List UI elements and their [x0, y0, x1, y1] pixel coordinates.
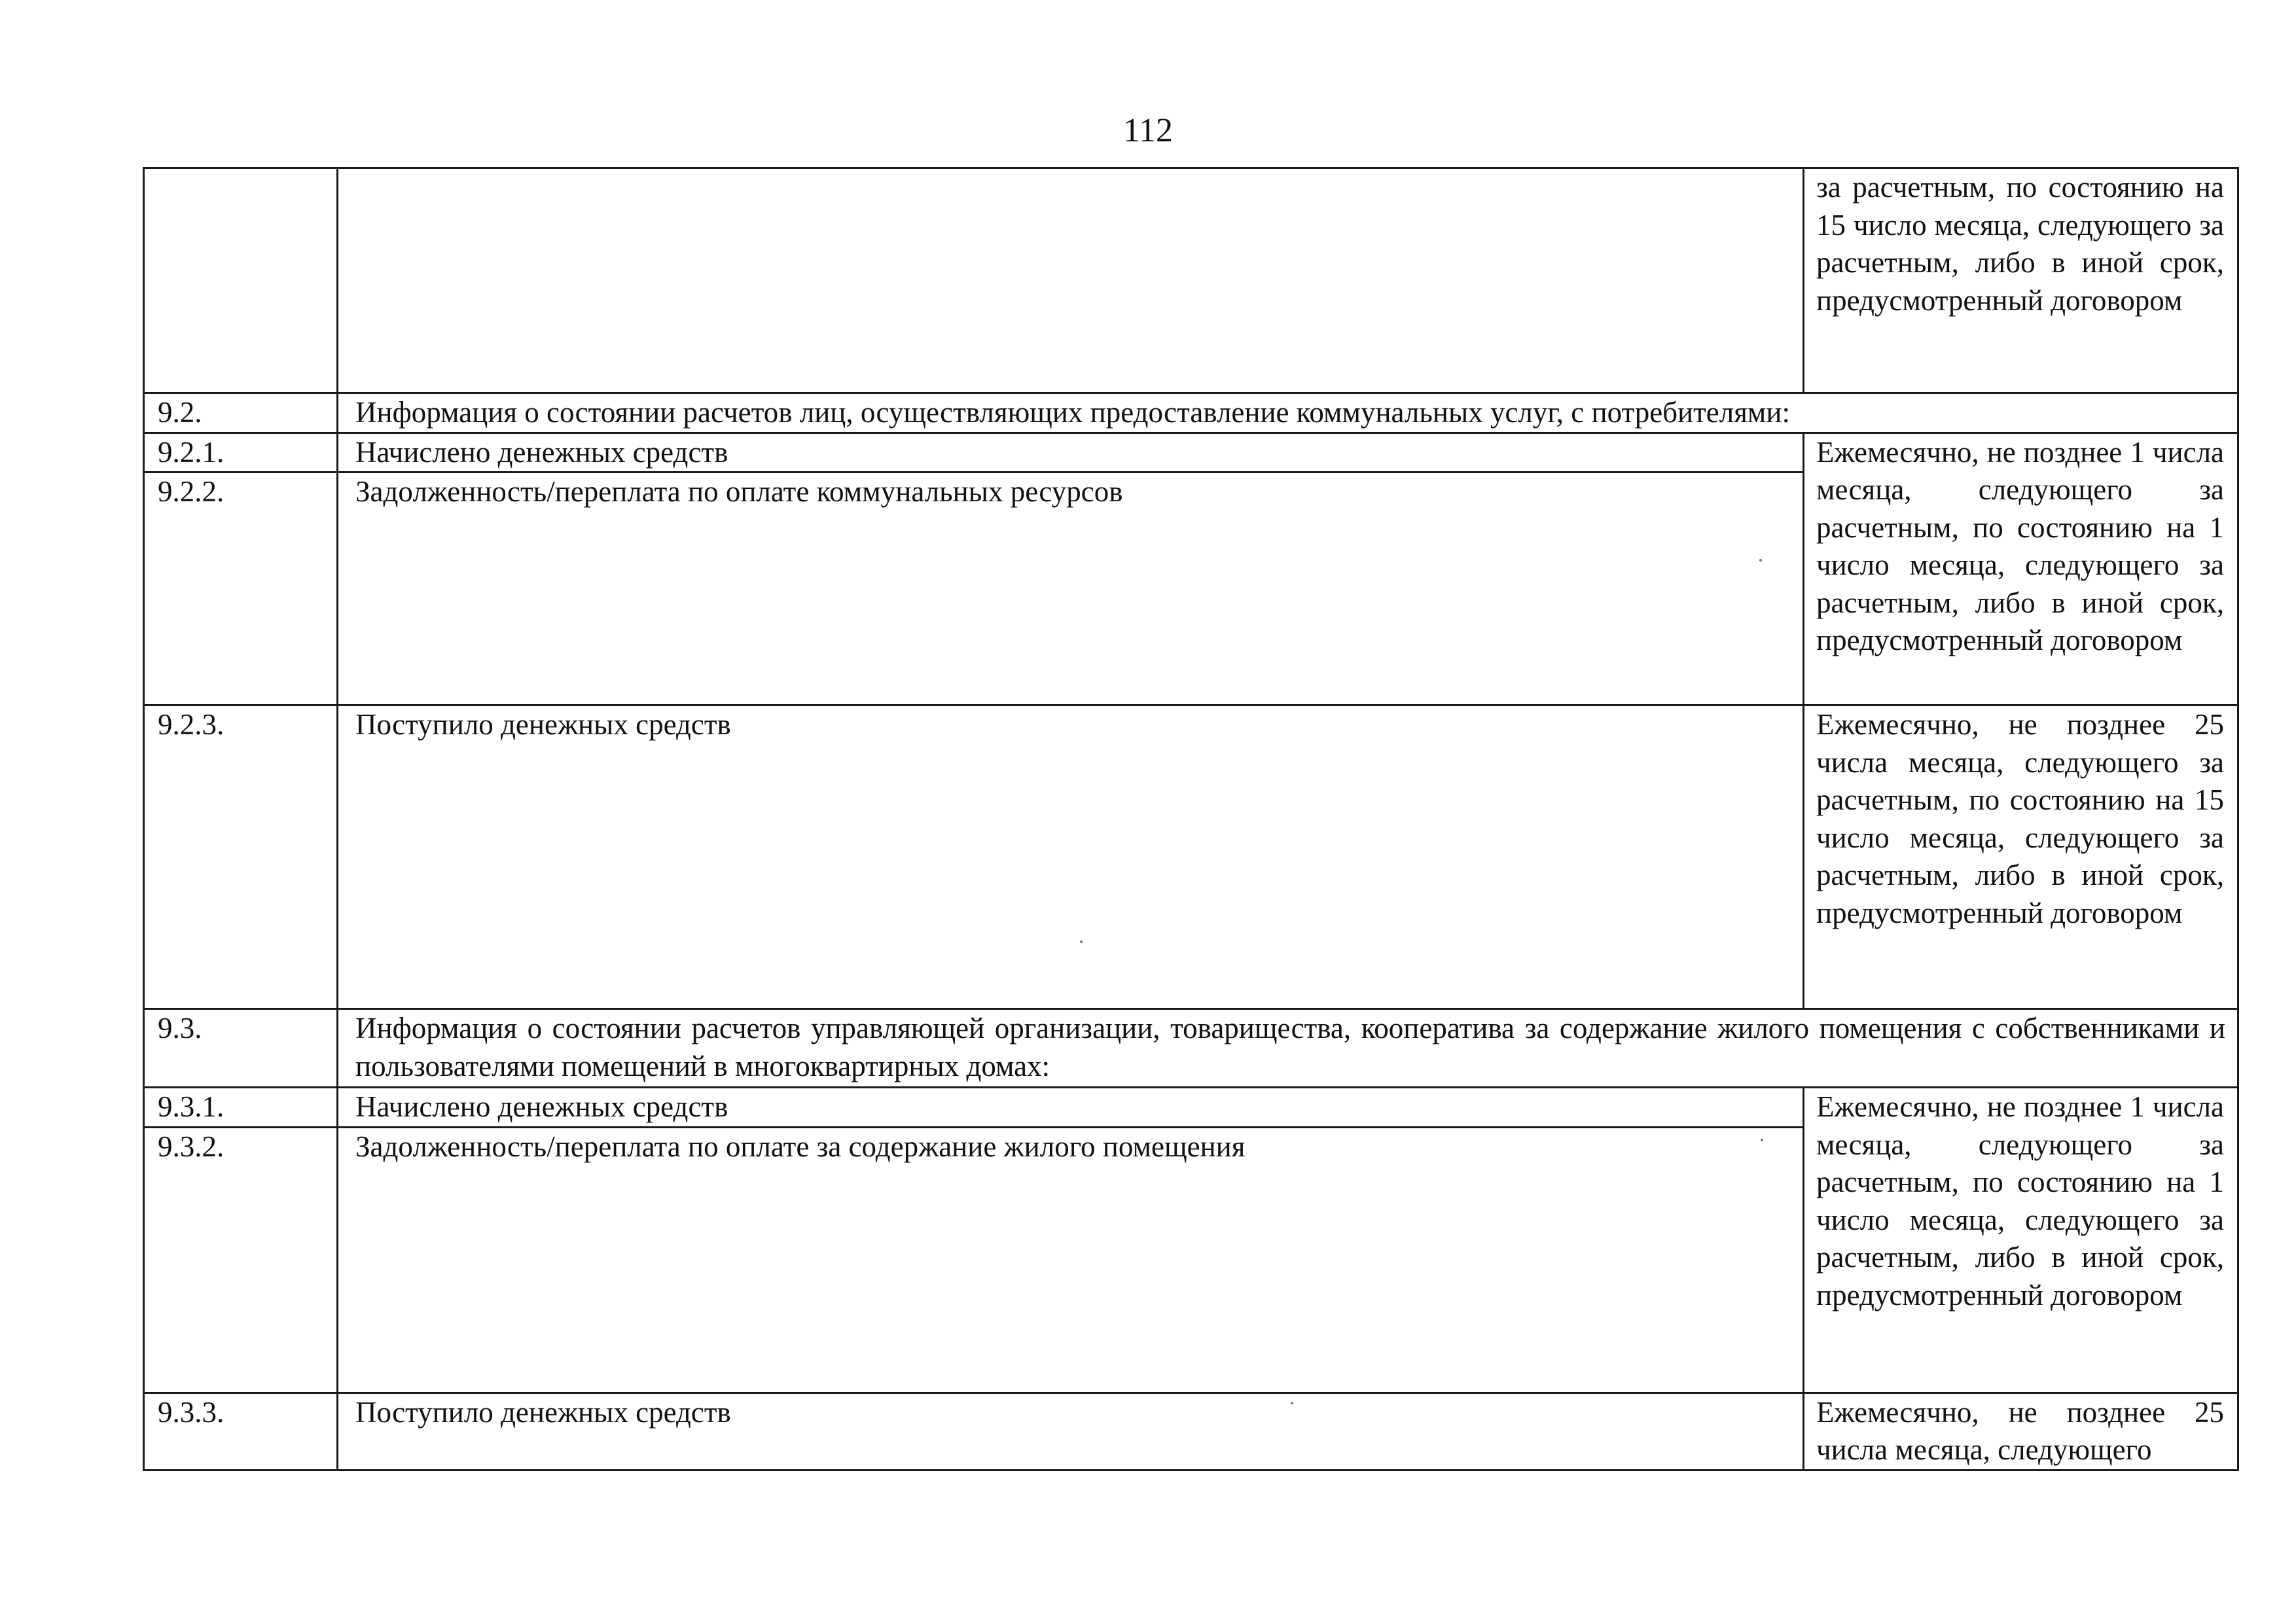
row-deadline: Ежемесячно, не позднее 25 числа месяца, следующего — [1804, 1393, 2238, 1470]
row-description: Поступило денежных средств — [338, 1393, 1804, 1470]
section-heading: Информация о состоянии расчетов лиц, осуществляющих предоставление коммунальных услуг, с потребителями: — [338, 393, 2238, 433]
table-row-9-2-1 — [144, 433, 2238, 473]
table-row-9-3-1 — [144, 1088, 2238, 1128]
row-deadline: Ежемесячно, не позднее 25 числа месяца, следующего за расчетным, по состоянию на 15 число месяца, следующего за расчетным, либо в иной срок, предусмотренный договором — [1804, 705, 2238, 1009]
row-description: Начислено денежных средств — [338, 433, 1804, 473]
row-number — [144, 168, 338, 393]
row-number: 9.3.3. — [144, 1393, 338, 1470]
row-deadline: Ежемесячно, не позднее 1 числа месяца, следующего за расчетным, по состоянию на 1 число месяца, следующего за расчетным, либо в иной срок, предусмотренный договором — [1804, 1088, 2238, 1393]
requirements-table — [143, 167, 2239, 1471]
row-description: Начислено денежных средств — [338, 1088, 1804, 1128]
row-number: 9.3.1. — [144, 1088, 338, 1128]
row-description — [338, 168, 1804, 393]
table-row-section-9-3 — [144, 1009, 2238, 1088]
section-heading: Информация о состоянии расчетов управляющей организации, товарищества, кооператива за содержание жилого помещения с собственниками и пользователями помещений в многоквартирных домах: — [338, 1009, 2238, 1088]
row-number: 9.2.1. — [144, 433, 338, 473]
row-number: 9.2. — [144, 393, 338, 433]
scan-speck — [1761, 1139, 1763, 1141]
table-row-9-3-3 — [144, 1393, 2238, 1470]
table-row-continuation — [144, 168, 2238, 393]
scan-speck — [1080, 940, 1083, 943]
table-row-section-9-2 — [144, 393, 2238, 433]
page-number: 112 — [1122, 112, 1174, 149]
row-description: Задолженность/переплата по оплате за содержание жилого помещения — [338, 1127, 1804, 1393]
scan-speck — [1759, 559, 1762, 562]
row-number: 9.3.2. — [144, 1127, 338, 1393]
row-deadline: Ежемесячно, не позднее 1 числа месяца, следующего за расчетным, по состоянию на 1 число месяца, следующего за расчетным, либо в иной срок, предусмотренный договором — [1804, 433, 2238, 705]
row-number: 9.3. — [144, 1009, 338, 1088]
row-number: 9.2.2. — [144, 473, 338, 705]
row-description: Поступило денежных средств — [338, 705, 1804, 1009]
row-deadline: за расчетным, по состоянию на 15 число месяца, следующего за расчетным, либо в иной срок, предусмотренный договором — [1804, 168, 2238, 393]
row-number: 9.2.3. — [144, 705, 338, 1009]
table-row-9-2-3 — [144, 705, 2238, 1009]
row-description: Задолженность/переплата по оплате коммунальных ресурсов — [338, 473, 1804, 705]
scan-speck — [1291, 1402, 1293, 1404]
